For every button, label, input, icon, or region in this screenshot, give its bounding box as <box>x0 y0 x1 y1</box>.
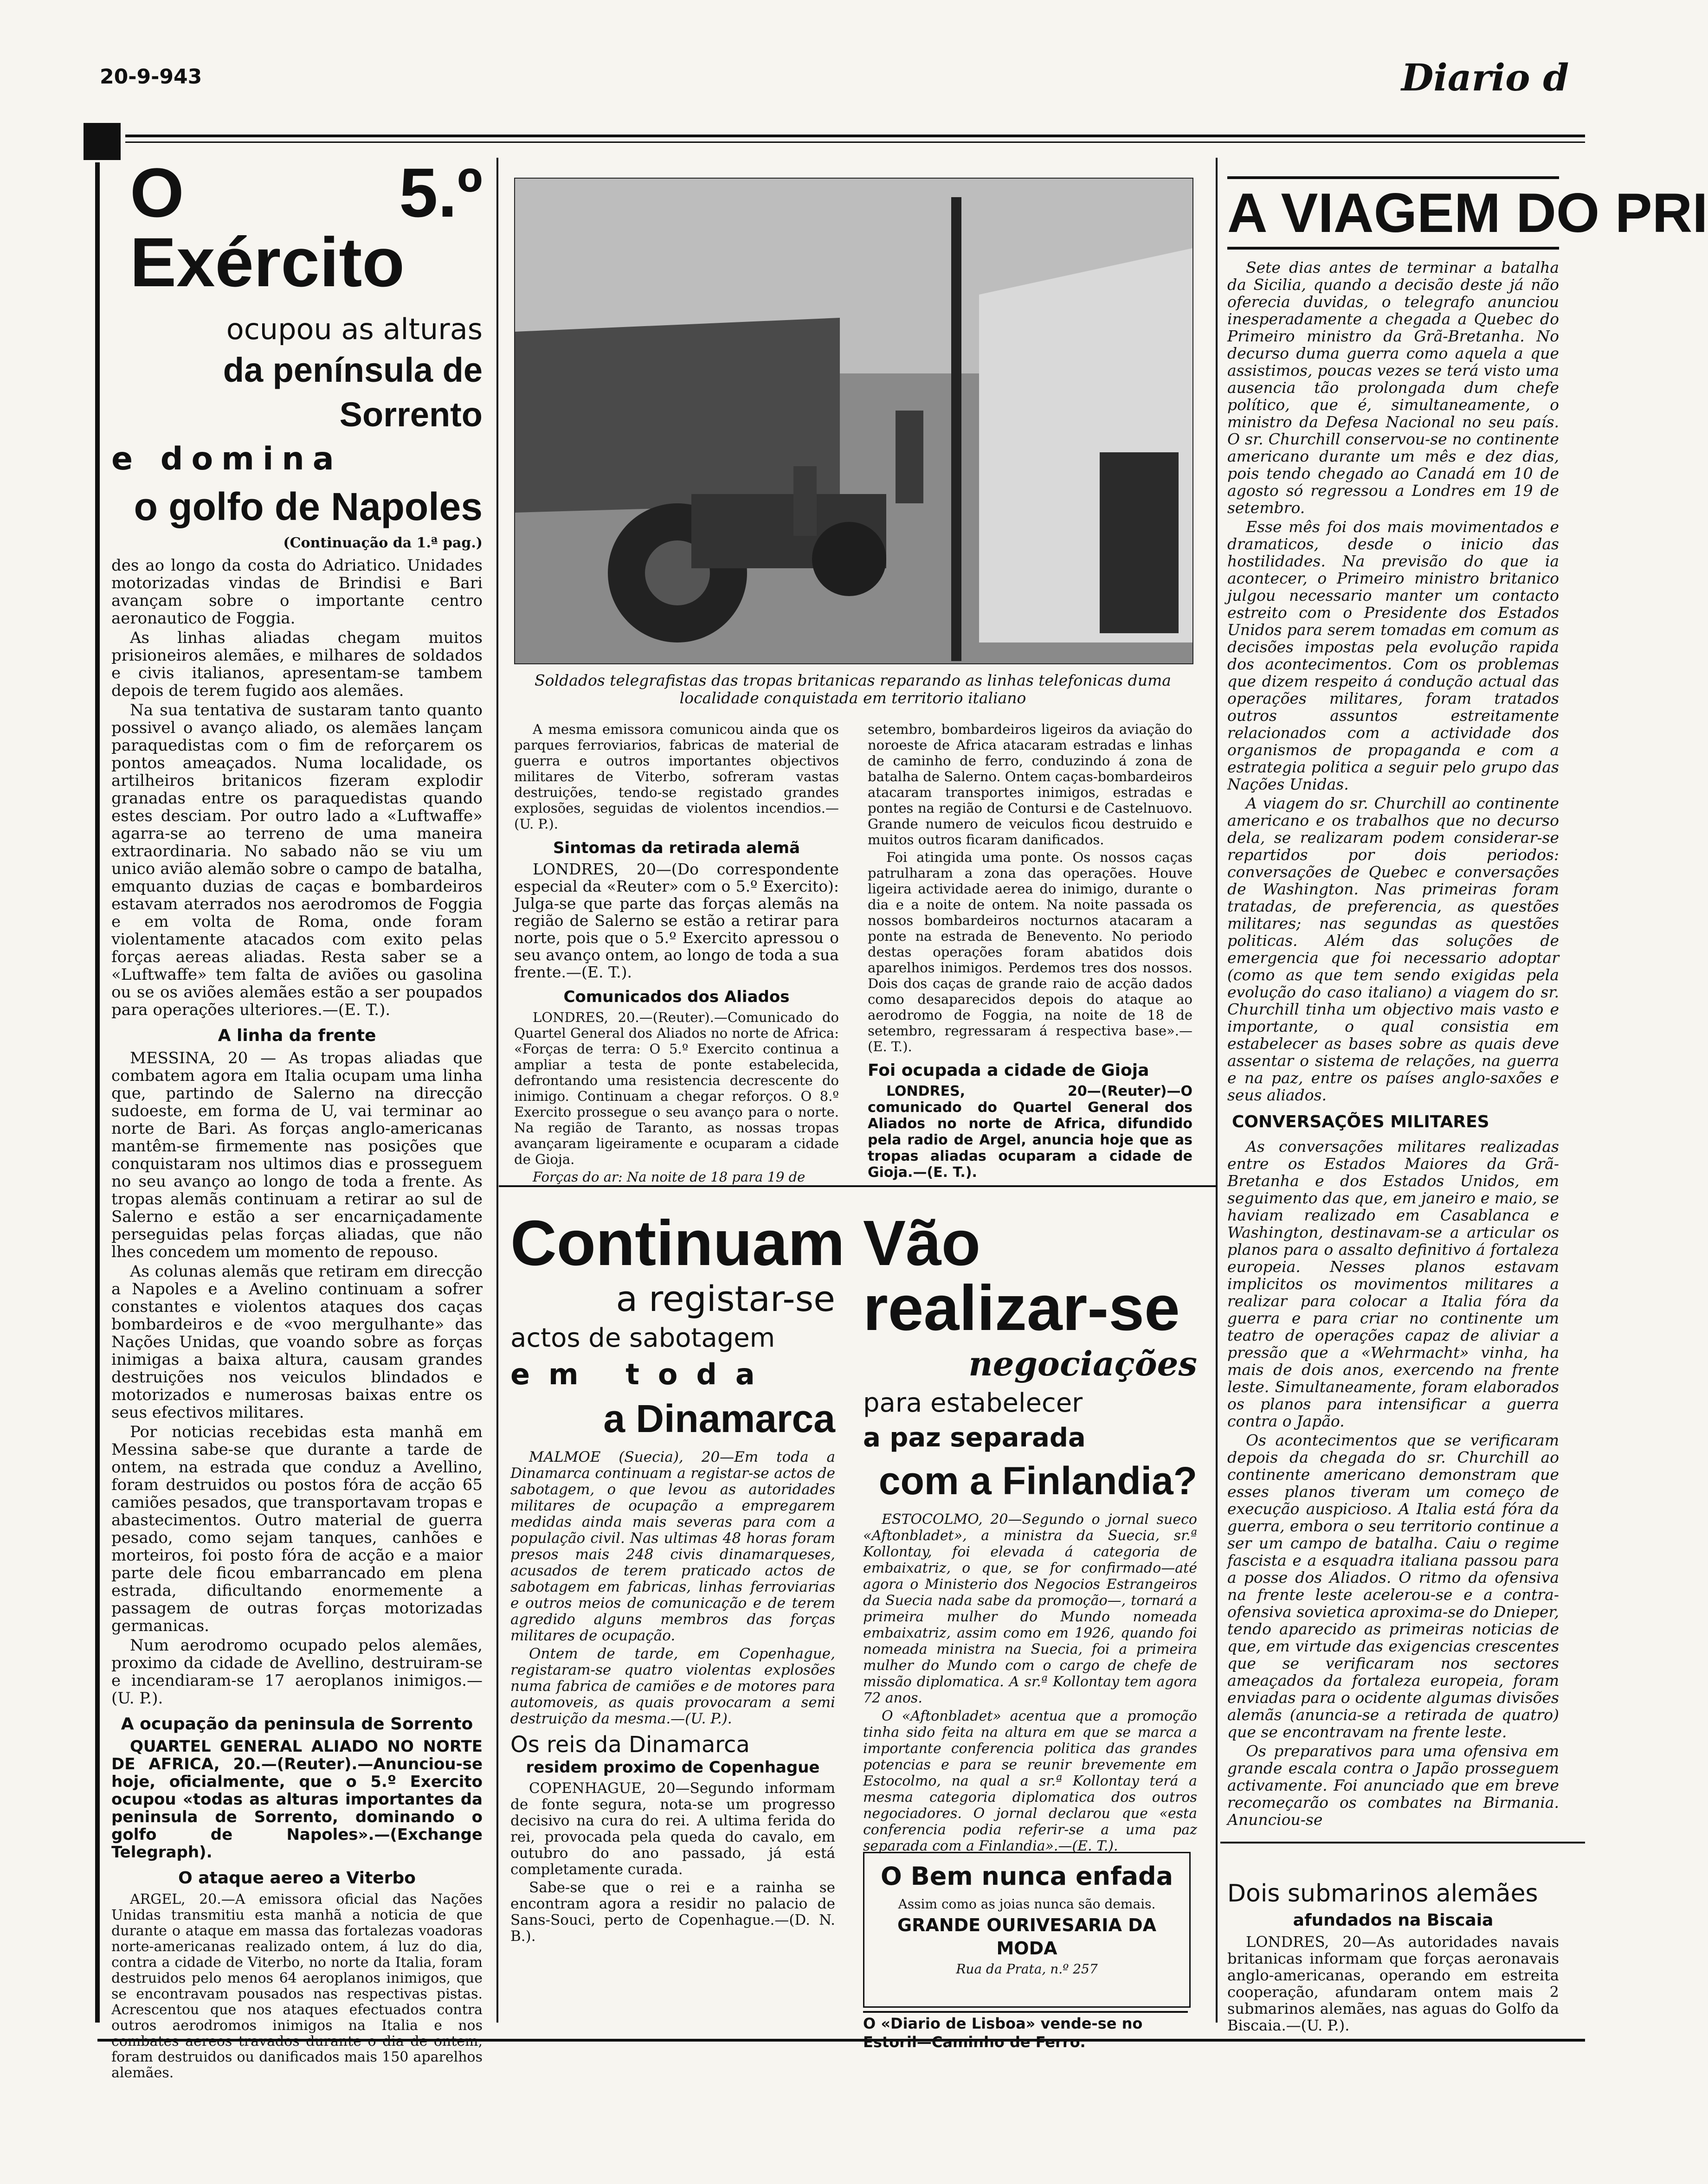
article-finland <box>863 1208 1197 1856</box>
paragraph: Os acontecimentos que se verificaram depois da chegada do sr. Churchill ao continente americano demonstram que esses planos tiveram um começo de execução auspicioso. A Italia está fóra da guerra, embora o seu territorio continue a ser um campo de batalha. Caiu o regime fascista e a esquadra italiana passou para a posse dos Aliados. O ritmo da ofensiva na frente leste acelerou-se e a contra-ofensiva sovietica aproxima-se do Dnieper, tendo aparecido as primeiras noticias de que, em virtude das exigencias crescentes que se verificaram nos sectores ameaçados da fortaleza europeia, foram enviadas para o ocidente algumas divisões alemãs (anuncia-se a retirada de quatro) que se encontravam na frente leste. <box>1227 1431 1559 1741</box>
paragraph: Os preparativos para uma ofensiva em grande escala contra o Japão prosseguem activamente. Foi anunciado que em breve recomeçarão os combates na Birmania. Anunciou-se <box>1227 1742 1559 1829</box>
subhead: a registar-se <box>616 1278 835 1319</box>
left-border <box>95 162 100 2023</box>
paragraph: As colunas alemãs que retiram em direcção a Napoles e a Avelino continuam a sofrer constantes e violentos ataques dos caças bombardeiros e de «voo mergulhante» das Nações Unidas, que voando sobre as forças inimigas a baixa altura, causam grandes destruições nos veiculos blindados e motorizados e numerosas baixas entre os seus efectivos militares. <box>111 1262 483 1422</box>
subhead: em toda <box>510 1357 773 1391</box>
sales-notice: O «Diario de Lisboa» vende-se no Estoril—Caminho de Ferro. <box>863 2015 1143 2051</box>
paragraph: LONDRES, 20.—(Reuter).—Comunicado do Quartel General dos Aliados no norte de Africa: «Forças de terra: O 5.º Exercito continua a ampliar a testa de ponte estabelecida, defrontando uma resistencia decrescente do inimigo. Continuam a chegar reforços. O 8.º Exercito prossegue o seu avanço para o norte. Na região de Taranto, as nossas tropas avançaram ligeiramente e ocuparam a cidade de Gioja. <box>514 1009 839 1167</box>
paragraph: Por noticias recebidas esta manhã em Messina sabe-se que durante a tarde de ontem, na estrada que conduz a Avellino, foram destruidos ou postos fóra de acção 65 camiões pesados, que transportavam tropas e abastecimentos. Outro material de guerra pesado, como sejam tanques, canhões e morteiros, foi posto fóra de acção e a maior parte dele ficou embarrancado em plena estrada, dificultando enormemente a passagem de outras forças motorizadas germanicas. <box>111 1423 483 1635</box>
headline: Vão realizar-se <box>863 1208 1180 1344</box>
subhead: e domina <box>111 441 342 477</box>
section-rule <box>1220 1842 1585 1844</box>
paragraph: ARGEL, 20.—A emissora oficial das Nações Unidas transmitiu esta manhã a noticia de que durante o ataque em massa das fortalezas voadoras norte-americanas realizado ontem, á luz do dia, contra a cidade de Viterbo, no norte da Italia, foram destruidos pelo menos 64 aeroplanos inimigos, que se encontravam pousados nas respectivas pistas. Acrescentou que nos ataques efectuados contra outros aerodromos inimigos na Italia e nos combates aereos travados durante o dia de ontem, foram destruidos ou danificados mais 150 aparelhos alemães. <box>111 1891 483 2081</box>
subheading: Sintomas da retirada alemã <box>553 839 800 857</box>
paragraph: MALMOE (Suecia), 20—Em toda a Dinamarca continuam a registar-se actos de sabotagem, o que levou as autoridades militares de ocupação a empregarem medidas ainda mais severas para com a população civil. Nas ultimas 48 horas foram presos mais 248 civis dinamarqueses, acusados de terem praticado actos de sabotagem em fabricas, linhas ferroviarias e outros meios de comunicação e de terem agredido alguns membros das forças militares de ocupação. <box>510 1449 835 1644</box>
subhead: para estabelecer <box>863 1388 1083 1418</box>
headline: Dois submarinos alemães <box>1227 1880 1538 1908</box>
issue-date: 20-9-943 <box>100 65 202 89</box>
ad-line: Assim como as joias nunca são demais. <box>898 1896 1156 1912</box>
paragraph: LONDRES, 20—(Do correspondente especial da «Reuter» com o 5.º Exercito): Julga-se que parte das forças alemãs na região de Salerno se estão a retirar para norte, pois que o 5.º Exercito apressou o seu avanço ontem, ao longo de toda a sua frente.—(E. T.). <box>514 860 839 981</box>
article-middle-a <box>514 721 839 1187</box>
notice-rule <box>863 2011 1188 2013</box>
paragraph: A viagem do sr. Churchill ao continente americano e os trabalhos que no decurso dela, se realizaram podem considerar-se repartidos por dois periodos: conversações de Quebec e conversações de Washington. Nas primeiras foram tratadas, de preferencia, as questões militares; nas segundas as questões politicas. Além das soluções de emergencia que foi necessario adoptar (como as que tem sendo exigidas pela evolução do caso italiano) a viagem do sr. Churchill tinha um objectivo mais vasto e importante, o qual consistia em estabelecer as bases sobre as quais deve assentar o sistema de relações, na guerra e na paz, entre os países anglo-saxões e seus aliados. <box>1227 794 1559 1104</box>
jewelry-advertisement <box>863 1852 1191 2008</box>
subheading: A ocupação da peninsula de Sorrento <box>121 1715 473 1734</box>
paragraph: O «Aftonbladet» acentua que a promoção tinha sido feita na altura em que se marca a importante conferencia politica das grandes potencias e para se reunir brevemente em Estocolmo, na qual a sr.ª Kollontay terá a mesma categoria diplomatica dos outros negociadores. O jornal declarou que «esta conferencia podia referir-se a uma paz separada com a Finlandia».—(E. T.). <box>863 1708 1197 1854</box>
paragraph: ESTOCOLMO, 20—Segundo o jornal sueco «Aftonbladet», a ministra da Suecia, sr.ª Kollontay, foi elevada á categoria de embaixatriz, o que, se for confirmado—até agora o Ministerio dos Negocios Estrangeiros da Suecia nada sabe da promoção—, tornará a primeira mulher do Mundo nomeada embaixatriz, assim como em 1926, quando foi nomeada ministra na Suecia, foi a primeira mulher do Mundo com o cargo de chefe de missão diplomatica. A sr.ª Kollontay tem agora 72 anos. <box>863 1511 1197 1706</box>
headline: A VIAGEM DO PRI <box>1227 182 1708 244</box>
subheading: A linha da frente <box>218 1026 376 1045</box>
article-middle-b <box>868 721 1192 1182</box>
subhead: ocupou as alturas <box>226 312 483 346</box>
article-denmark <box>510 1208 845 1946</box>
paragraph: Esse mês foi dos mais movimentados e dramaticos, desde o inicio das hostilidades. Na previsão do que ia acontecer, o Primeiro ministro britanico julgou necessario manter um contacto estreito com o Presidente dos Estados Unidos para serem tomadas em comum as decisões impostas pela evolução rapida dos acontecimentos. Com os problemas que dizem respeito á condução actual das operações militares, foram tratados outros assuntos estreitamente relacionados com a actividade dos organismos de propaganda e com a estrategia politica a seguir pelo grupo das Nações Unidas. <box>1227 518 1559 793</box>
photo-illustration <box>515 179 1192 663</box>
paragraph: As conversações militares realizadas entre os Estados Maiores da Grã-Bretanha e dos Estados Unidos, em seguimento das que, em janeiro e maio, se haviam realizado em Casablanca e Washington, destinavam-se a articular os planos para o assalto definitivo á fortaleza europeia. Nesses planos estavam implicitos os movimentos militares a realizar para colocar a Italia fóra da guerra e para criar no continente um teatro de operações capaz de aliviar a pressão que a «Wehrmacht» vinha, ha mais de dois anos, exercendo na frente leste. Simultaneamente, foram elaborados os planos para intensificar a guerra contra o Japão. <box>1227 1137 1559 1430</box>
paragraph: MESSINA, 20 — As tropas aliadas que combatem agora em Italia ocupam uma linha que, partindo de Salerno na direcção sudoeste, em forma de U, vai terminar ao norte de Bari. As forças anglo-americanas mantêm-se firmemente nas posições que conquistaram nos ultimos dias e prosseguem no seu avanço ao longo de toda a frente. As tropas alemãs continuam a retirar ao sul de Salerno e estão a ser encarniçadamente perseguidas pelas forças aliadas, que não lhes concedem um momento de repouso. <box>111 1049 483 1261</box>
paragraph: Forças do ar: Na noite de 18 para 19 de <box>533 1169 806 1185</box>
paragraph: QUARTEL GENERAL ALIADO NO NORTE DE AFRICA, 20.—(Reuter).—Anunciou-se hoje, oficialmente, que o 5.º Exercito ocupou «todas as alturas importantes da peninsula de Sorrento, dominando o golfo de Napoles».—(Exchange Telegraph). <box>111 1737 483 1862</box>
paragraph: des ao longo da costa do Adriatico. Unidades motorizadas vindas de Brindisi e Bari avançam sobre o importante centro aeronautico de Foggia. <box>111 556 483 628</box>
article-submarines <box>1227 1879 1559 2036</box>
title-rule <box>1227 247 1559 250</box>
subheading: Os reis da Dinamarca <box>510 1732 750 1758</box>
subhead: a Dinamarca <box>603 1397 835 1440</box>
column-rule <box>496 158 498 2023</box>
title-rule <box>1227 176 1559 179</box>
ad-title: O Bem nunca enfada <box>880 1862 1173 1891</box>
continuation-note: (Continuação da 1.ª pag.) <box>283 535 483 551</box>
ad-line: GRANDE OURIVESARIA DA MODA <box>897 1915 1157 1959</box>
subheading: residem proximo de Copenhague <box>526 1758 820 1777</box>
paragraph: Sabe-se que o rei e a rainha se encontram agora a residir no palacio de Sans-Souci, perto de Copenhague.—(D. N. B.). <box>510 1879 835 1945</box>
photo-caption: Soldados telegrafistas das tropas britanicas reparando as linhas telefonicas duma localidade conquistada em territorio italiano <box>535 671 1171 707</box>
paragraph: setembro, bombardeiros ligeiros da aviação do noroeste de Africa atacaram estradas e linhas de caminho de ferro, conduzindo á zona de batalha de Salerno. Ontem caças-bombardeiros atacaram transportes inimigos, estradas e pontes na região de Contursi e de Castelnuovo. Grande numero de veiculos ficou destruido e muitos outros ficaram danificados. <box>868 721 1192 848</box>
subhead: com a Finlandia? <box>878 1459 1197 1503</box>
subheading: Comunicados dos Aliados <box>563 988 790 1006</box>
headline: Continuam <box>510 1208 845 1279</box>
subhead: da península de Sorrento <box>223 351 483 434</box>
paragraph: Ontem de tarde, em Copenhague, registaram-se quatro violentas explosões numa fabrica de camiões e de motores para automoveis, as quais provocaram a semi destruição da mesma.—(U. P.). <box>510 1645 835 1727</box>
subhead: negociações <box>968 1344 1197 1383</box>
subheading: afundados na Biscaia <box>1293 1911 1494 1930</box>
paragraph: Sete dias antes de terminar a batalha da Sicilia, quando a decisão deste já não oferecia duvidas, o telegrafo anunciou inesperadamente a chegada a Quebec do Primeiro ministro da Grã-Bretanha. No decurso duma guerra como aquela a que assistimos, poucas vezes se terá visto uma ausencia tão prolongada dum chefe político, que é, simultaneamente, o ministro da Defesa Nacional no seu país. O sr. Churchill conservou-se no continente americano durante um mês e dez dias, pois tendo chegado ao Canadá em 10 de agosto só regressou a Londres em 19 de setembro. <box>1227 258 1559 517</box>
paragraph: Foi atingida uma ponte. Os nossos caças patrulharam a zona das operações. Houve ligeira actividade aerea do inimigo, durante o dia e a noite de ontem. Na noite passada os nossos bombardeiros nocturnos atacaram a ponte na estrada de Benevento. No periodo destas operações foram abatidos dois aparelhos inimigos. Perdemos tres dos nossos. Dois dos caças de grande raio de acção dados como desaparecidos depois do ataque ao aerodromo de Foggia, na noite de 18 de setembro, regressaram á respectiva base».—(E. T.). <box>868 849 1192 1054</box>
paragraph: As linhas aliadas chegam muitos prisioneiros alemães, e milhares de soldados e civis italianos, apresentam-se tambem depois de terem fugido aos alemães. <box>111 629 483 700</box>
top-rule <box>125 135 1585 137</box>
paragraph: Na sua tentativa de sustaram tanto quanto possivel o avanço aliado, os alemães lançam paraquedistas com o fim de reforçarem os pontos ameaçados. Numa localidade, os artilheiros britanicos fizeram explodir granadas entre os paraquedistas quando estes desciam. Por outro lado a «Luftwaffe» agarra-se ao terreno de uma maneira extraordinaria. No sabado não se viu um unico avião alemão sobre o campo de batalha, emquanto duzias de caças e bombardeiros estavam aterrados nos aerodromos de Foggia e em volta de Roma, onde foram violentamente atacados com exito pelas forças aereas aliadas. Resta saber se a «Luftwaffe» tem falta de aviões ou gasolina ou se os aviões alemães estão a ser poupados para operações ulteriores.—(E. T.). <box>111 701 483 1019</box>
subheading: Foi ocupada a cidade de Gioja <box>868 1061 1149 1080</box>
paragraph: Num aerodromo ocupado pelos alemães, proximo da cidade de Avellino, destruiram-se e incendiaram-se 17 aeroplanos inimigos.—(U. P.). <box>111 1636 483 1708</box>
masthead: Diario d <box>1401 56 1569 99</box>
paragraph: COPENHAGUE, 20—Segundo informam de fonte segura, nota-se um progresso decisivo na cura do rei. A ultima ferida do rei, provocada pela queda do cavalo, em outubro do ano passado, já está completamente curada. <box>510 1780 835 1878</box>
headline: O 5.º Exército <box>130 154 483 301</box>
paragraph: LONDRES, 20—As autoridades navais britanicas informam que forças aeronavais anglo-americanas, operando em estreita cooperação, afundaram ontem mais 2 submarinos alemães, nas aguas do Golfo da Biscaia.—(U. P.). <box>1227 1933 1559 2034</box>
ad-line: Rua da Prata, n.º 257 <box>956 1961 1098 1977</box>
subheading: O ataque aereo a Viterbo <box>178 1869 416 1888</box>
top-rule-thin <box>125 141 1585 143</box>
subhead: a paz separada <box>863 1423 1086 1453</box>
paragraph: LONDRES, 20—(Reuter)—O comunicado do Quartel General dos Aliados no norte de Africa, difundido pela radio de Argel, anuncia hoje que as tropas aliadas ocuparam a cidade de Gioja.—(E. T.). <box>868 1083 1192 1181</box>
corner-block <box>84 123 121 160</box>
article-pm-trip <box>1227 176 1708 1830</box>
subhead: o golfo de Napoles <box>134 485 483 528</box>
subhead: actos de sabotagem <box>510 1323 775 1353</box>
photo-soldiers <box>514 178 1193 664</box>
article-fifth-army <box>111 154 483 2083</box>
column-rule <box>1216 158 1218 2023</box>
paragraph: A mesma emissora comunicou ainda que os parques ferroviarios, fabricas de material de guerra e outros importantes objectivos militares de Viterbo, sofreram vastas destruições, tendo-se registado grandes explosões, seguidas de violentos incendios.—(U. P.). <box>514 721 839 832</box>
subheading: CONVERSAÇÕES MILITARES <box>1232 1112 1489 1131</box>
